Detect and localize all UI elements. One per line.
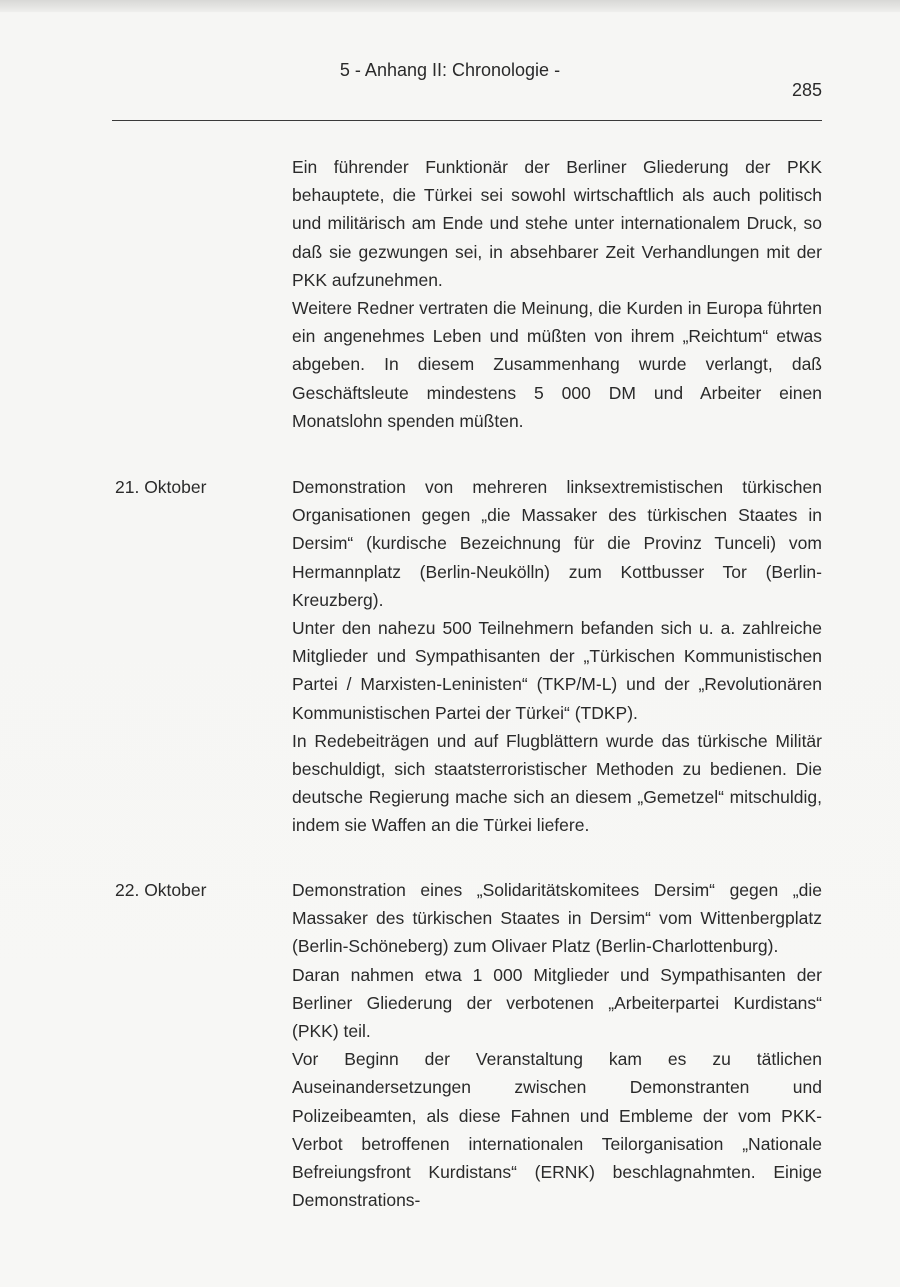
page-number: 285	[791, 80, 822, 100]
scan-edge	[0, 0, 900, 12]
paragraph: Weitere Redner vertraten die Meinung, die Kurden in Europa führten ein angenehmes Leben und müßten von ihrem „Reichtum“ etwas abgeben. In diesem Zusammenhang wurde verlangt, daß Geschäftsleute mindestens 5 000 DM und Arbeiter einen Monatslohn spenden müßten.	[292, 298, 822, 431]
entry-text	[292, 473, 822, 840]
continuation-text	[292, 153, 822, 435]
paragraph: Demonstration eines „Solidaritätskomitees Dersim“ gegen „die Massaker des türkischen Staates in Dersim“ vom Wittenbergplatz (Berlin-Schöneberg) zum Olivaer Platz (Berlin-Charlottenburg).	[292, 880, 822, 957]
header-rule	[112, 120, 822, 121]
paragraph: In Redebeiträgen und auf Flugblättern wurde das türkische Militär beschuldigt, sich staatsterroristischer Methoden zu bedienen. Die deutsche Regierung mache sich an diesem „Gemetzel“ mitschuldig, indem sie Waffen an die Türkei liefere.	[292, 730, 822, 836]
paragraph: Demonstration von mehreren linksextremistischen türkischen Organisationen gegen „die Massaker des türkischen Staates in Dersim“ (kurdische Bezeichnung für die Provinz Tunceli) vom Hermannplatz (Berlin-Neukölln) zum Kottbusser Tor (Berlin-Kreuzberg).	[292, 477, 822, 610]
paragraph: Daran nahmen etwa 1 000 Mitglieder und Sympathisanten der Berliner Gliederung der verbotenen „Arbeiterpartei Kurdistans“ (PKK) teil.	[292, 964, 822, 1042]
paragraph: Ein führender Funktionär der Berliner Gliederung der PKK behauptete, die Türkei sei sowohl wirtschaftlich als auch politisch und militärisch am Ende und stehe unter internationalem Druck, so daß sie gezwungen sei, in absehbarer Zeit Verhandlungen mit der PKK aufzunehmen.	[292, 157, 822, 290]
running-head: 5 - Anhang II: Chronologie -	[339, 60, 561, 80]
entry-text	[292, 876, 822, 1214]
entry-date: 21. Oktober	[115, 477, 207, 497]
paragraph: Unter den nahezu 500 Teilnehmern befanden sich u. a. zahlreiche Mitglieder und Sympathisanten der „Türkischen Kommunistischen Partei / Marxisten-Leninisten“ (TKP/M-L) und der „Revolutionären Kommunistischen Partei der Türkei“ (TDKP).	[292, 618, 822, 723]
paragraph: Vor Beginn der Veranstaltung kam es zu tätlichen Auseinandersetzungen zwischen Demonstranten und Polizeibeamten, als diese Fahnen und Embleme der vom PKK-Verbot betroffenen internationalen Teilorganisation „Nationale Befreiungsfront Kurdistans“ (ERNK) beschlagnahmten. Einige Demonstrations-	[292, 1049, 822, 1211]
entry-date: 22. Oktober	[115, 880, 207, 900]
